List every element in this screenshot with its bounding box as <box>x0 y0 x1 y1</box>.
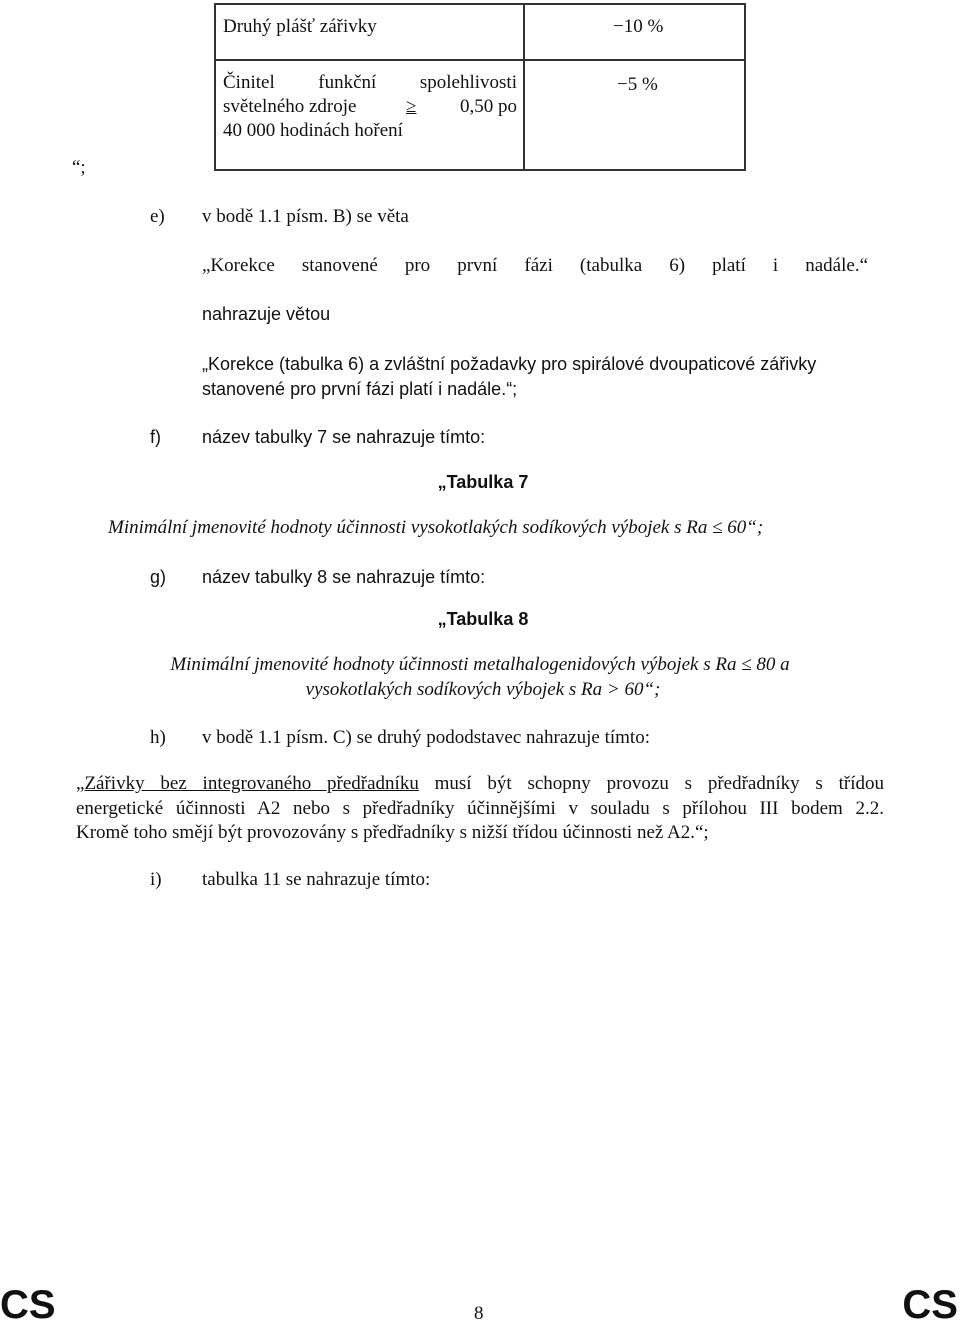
new-sentence-line: stanovené pro první fázi platí i nadále.“; <box>202 379 518 399</box>
underlined-text: Zářivky bez integrovaného předřadníku <box>84 773 419 794</box>
table-row <box>215 4 745 60</box>
table-cell-text: 40 000 hodinách hoření <box>223 120 403 141</box>
item-text: nahrazuje větou <box>202 304 331 324</box>
table-subtitle-line: Minimální jmenovité hodnoty účinnosti metalhalogenidových výbojek s Ra ≤ 80 a <box>170 654 790 675</box>
table-title: „Tabulka 7 <box>437 472 529 492</box>
new-sentence-line: „Korekce (tabulka 6) a zvláštní požadavky pro spirálové dvoupaticové zářivky <box>202 354 817 374</box>
table-cell <box>524 60 745 170</box>
table-cell-value: −10 % <box>613 16 664 37</box>
table-cell-text: Druhý plášť zářivky <box>223 16 377 37</box>
item-text: tabulka 11 se nahrazuje tímto: <box>202 869 431 890</box>
ge-symbol: ≥ <box>406 96 417 117</box>
language-code-right: CS <box>902 1283 958 1327</box>
table-cell-line <box>223 95 517 119</box>
table-cell-text: Činitel funkční spolehlivosti <box>223 72 517 93</box>
table-row <box>215 60 745 170</box>
table-cell-value: −5 % <box>617 74 658 95</box>
item-text: v bodě 1.1 písm. C) se druhý pododstavec nahrazuje tímto: <box>202 727 650 748</box>
table-subtitle: Minimální jmenovité hodnoty účinnosti vysokotlakých sodíkových výbojek s Ra ≤ 60“; <box>108 517 764 538</box>
table-cell <box>215 60 524 170</box>
efficiency-factor-table <box>214 3 746 171</box>
table-subtitle-line: vysokotlakých sodíkových výbojek s Ra > 60“; <box>305 679 661 700</box>
item-letter: i) <box>150 869 162 890</box>
item-letter: e) <box>150 206 165 227</box>
paragraph-line: energetické účinnosti A2 nebo s předřadníky účinnějšími v souladu s přílohou III bodem 2.2. <box>76 798 884 819</box>
item-text: název tabulky 7 se nahrazuje tímto: <box>202 427 486 447</box>
item-text: název tabulky 8 se nahrazuje tímto: <box>202 567 486 587</box>
item-letter: h) <box>150 727 166 748</box>
paragraph-text: musí být schopny provozu s předřadníky s třídou <box>418 773 884 794</box>
table-title: „Tabulka 8 <box>437 609 529 629</box>
item-text: v bodě 1.1 písm. B) se věta <box>202 206 409 227</box>
table-cell-text: světelného zdroje <box>223 96 357 117</box>
page-number: 8 <box>474 1303 484 1324</box>
closing-quote: “; <box>72 157 86 178</box>
quote-open: „ <box>76 773 85 794</box>
paragraph-line <box>76 772 884 796</box>
paragraph-line: Kromě toho smějí být provozovány s předřadníky s nižší třídou účinnosti než A2.“; <box>76 822 709 843</box>
item-letter: g) <box>150 567 167 587</box>
table-cell-text: 0,50 po <box>459 96 517 117</box>
table-cell <box>524 4 745 60</box>
table-cell <box>215 4 524 60</box>
item-letter: f) <box>150 427 161 447</box>
language-code-left: CS <box>0 1283 56 1327</box>
quoted-sentence: „Korekce stanovené pro první fázi (tabulka 6) platí i nadále.“ <box>202 255 868 276</box>
